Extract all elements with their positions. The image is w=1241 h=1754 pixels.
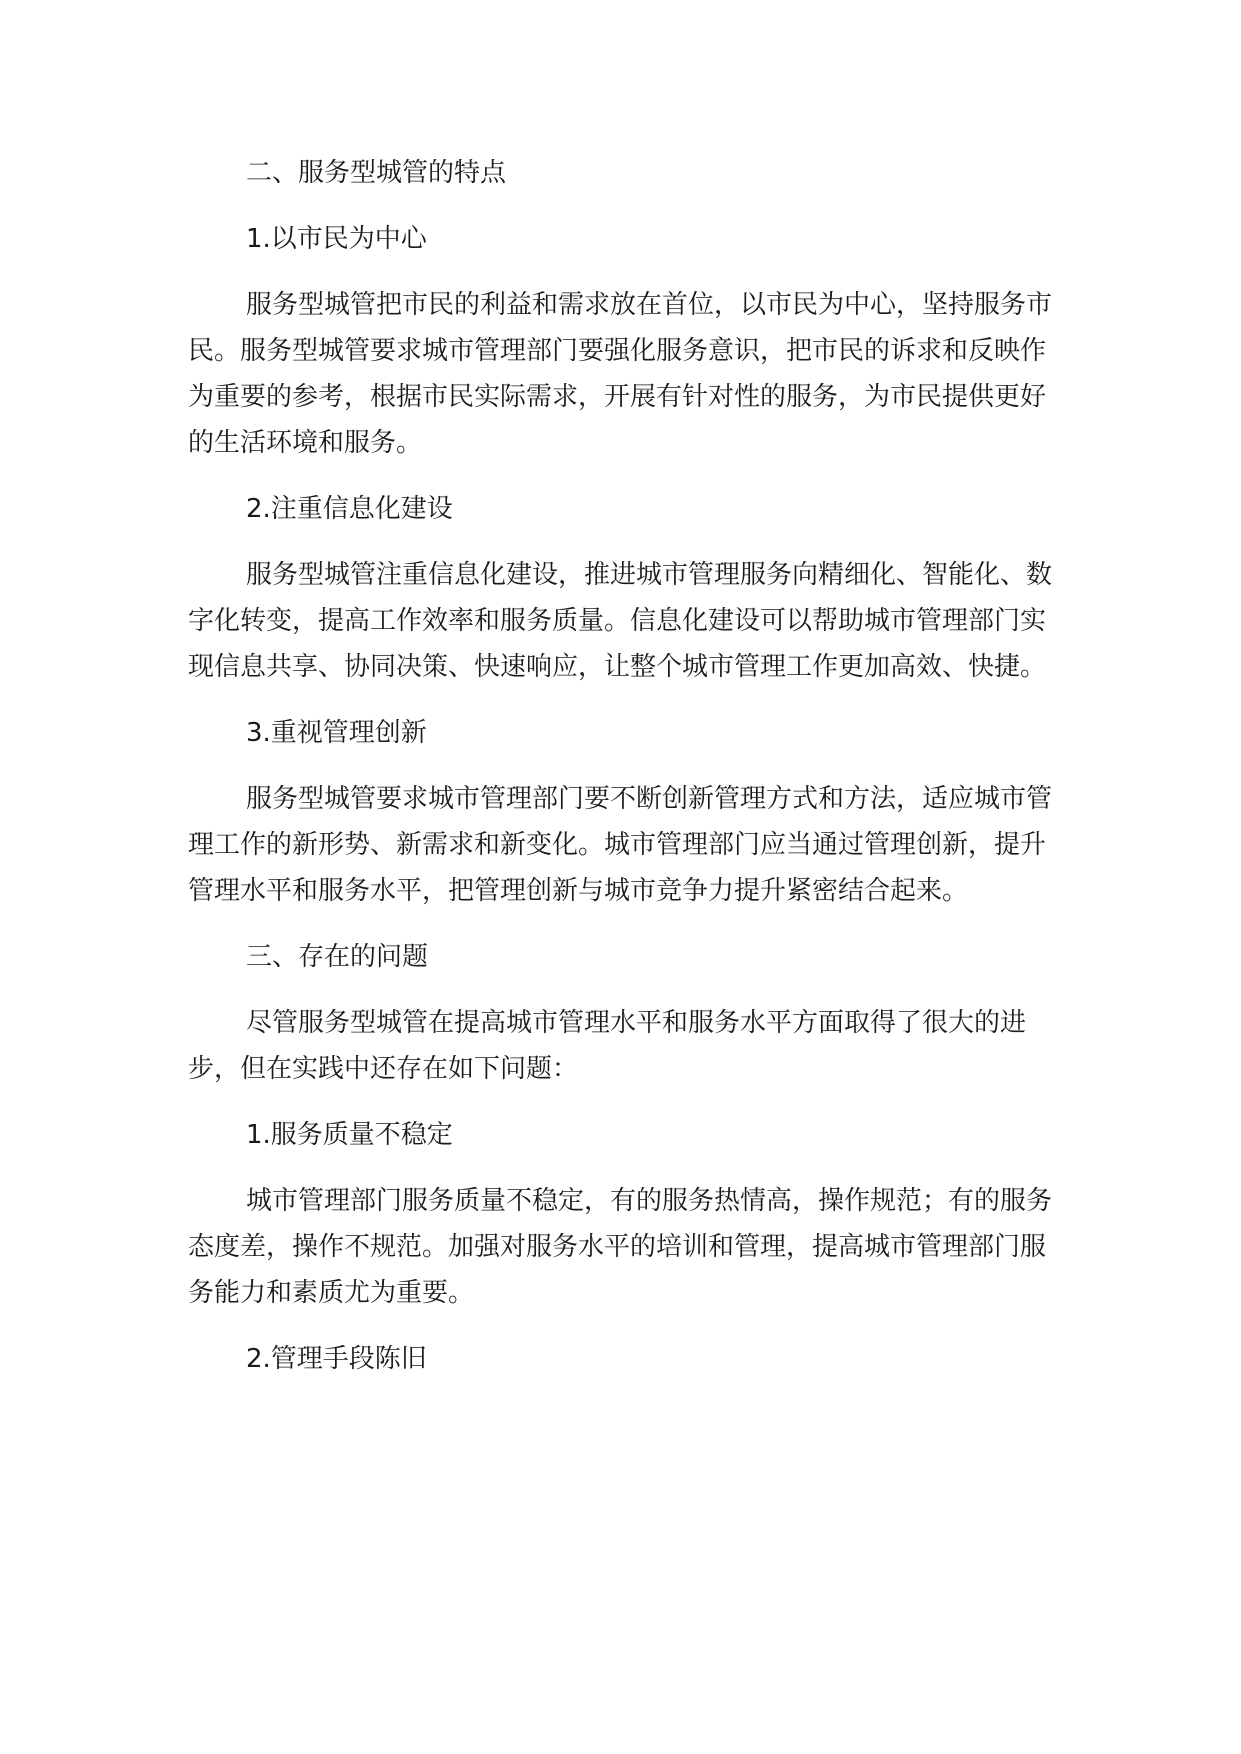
paragraph-unstable-service-quality: 城市管理部门服务质量不稳定，有的服务热情高，操作规范；有的服务态度差，操作不规范。加强对服务水平的培训和管理，提高城市管理部门服务能力和素质尤为重要。 <box>188 1186 1053 1308</box>
section-heading-service-features: 二、服务型城管的特点 <box>246 158 507 188</box>
section-heading-existing-problems: 三、存在的问题 <box>246 942 429 972</box>
document-body <box>188 150 1068 1402</box>
paragraph-citizen-centered: 服务型城管把市民的利益和需求放在首位，以市民为中心，坚持服务市民。服务型城管要求城市管理部门要强化服务意识，把市民的诉求和反映作为重要的参考，根据市民实际需求，开展有针对性的服务，为市民提供更好的生活环境和服务。 <box>188 290 1053 458</box>
subheading-unstable-service-quality: 1.服务质量不稳定 <box>246 1120 453 1150</box>
paragraph-problems-intro: 尽管服务型城管在提高城市管理水平和服务水平方面取得了很大的进步，但在实践中还存在如下问题： <box>188 1008 1027 1084</box>
subheading-management-innovation: 3.重视管理创新 <box>246 718 427 748</box>
subheading-informatization: 2.注重信息化建设 <box>246 494 453 524</box>
paragraph-informatization: 服务型城管注重信息化建设，推进城市管理服务向精细化、智能化、数字化转变，提高工作效率和服务质量。信息化建设可以帮助城市管理部门实现信息共享、协同决策、快速响应，让整个城市管理工作更加高效、快捷。 <box>188 560 1053 682</box>
paragraph-management-innovation: 服务型城管要求城市管理部门要不断创新管理方式和方法，适应城市管理工作的新形势、新需求和新变化。城市管理部门应当通过管理创新，提升管理水平和服务水平，把管理创新与城市竞争力提升紧密结合起来。 <box>188 784 1053 906</box>
subheading-citizen-centered: 1.以市民为中心 <box>246 224 427 254</box>
subheading-outdated-management-means: 2.管理手段陈旧 <box>246 1344 427 1374</box>
